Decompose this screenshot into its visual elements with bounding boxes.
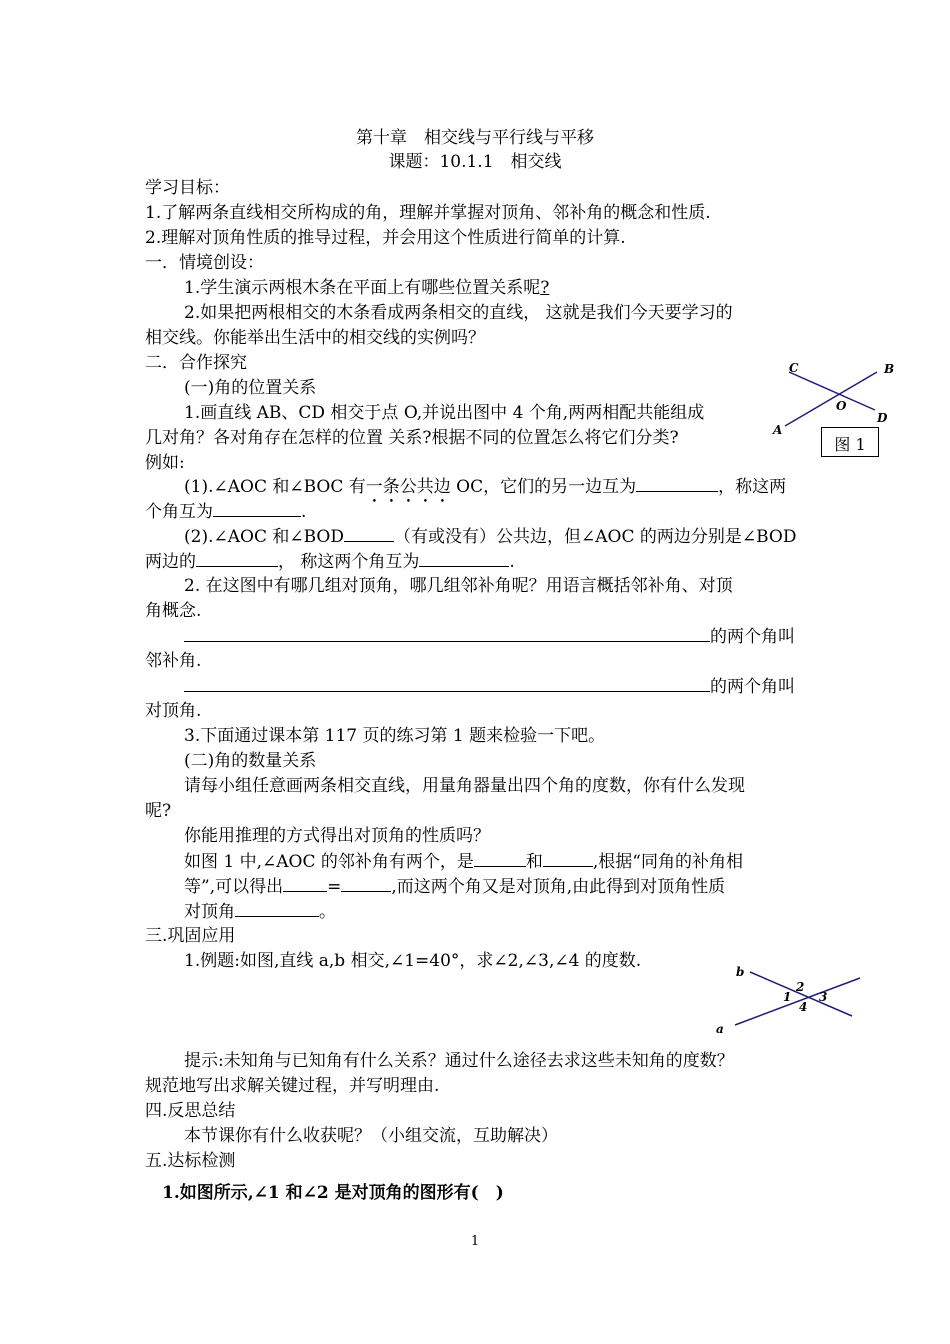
label-a: A <box>773 423 783 437</box>
section-3-heading: 三.巩固应用 <box>145 926 236 946</box>
blank[interactable] <box>344 525 394 542</box>
fill-line-2b: 对顶角. <box>145 701 202 721</box>
example-2-line-b: 两边的 ， 称这两个角互为 . <box>145 552 515 572</box>
goals-heading: 学习目标： <box>145 178 230 198</box>
long-blank[interactable] <box>184 675 710 692</box>
sec2-para-1b: 几对角？各对角存在怎样的位置 关系?根据不同的位置怎么将它们分类? <box>145 428 679 448</box>
blank[interactable] <box>213 500 301 517</box>
hint-line-2: 规范地写出求解关键过程，并写明理由. <box>145 1076 440 1096</box>
sec2-question-3b: 等”,可以得出 = ,而这两个角又是对顶角,由此得到对顶角性质 <box>184 877 726 897</box>
reflection-text: 本节课你有什么收获呢？（小组交流，互助解决） <box>184 1126 558 1146</box>
example-1-line-b: 个角互为 . <box>145 502 307 522</box>
sec2-para-3: 3.下面通过课本第 117 页的练习第 1 题来检验一下吧。 <box>184 726 606 746</box>
fill-line-2: 的两个角叫 <box>184 675 795 698</box>
sec2-question-2: 你能用推理的方式得出对顶角的性质吗？ <box>184 826 490 846</box>
example-problem: 1.例题:如图,直线 a,b 相交,∠1=40°，求∠2,∠3,∠4 的度数. <box>184 951 642 971</box>
page-title: 第十章 相交线与平行线与平移 <box>356 128 594 148</box>
section-2-heading: 二．合作探究 <box>145 353 247 373</box>
example-2-line-a: (2).∠AOC 和∠BOD （有或没有）公共边，但∠AOC 的两边分别是∠BOD <box>184 527 797 547</box>
example-label: 例如: <box>145 453 185 473</box>
figure-1-caption-box <box>821 427 879 457</box>
goal-item-2: 2.理解对顶角性质的推导过程，并会用这个性质进行简单的计算. <box>145 228 626 248</box>
blank[interactable] <box>283 875 327 892</box>
label-d: D <box>877 411 888 425</box>
goal-item-1: 1.了解两条直线相交所构成的角，理解并掌握对顶角、邻补角的概念和性质. <box>145 203 711 223</box>
example-1-line-a: (1).∠AOC 和∠BOC 有一条公共边 OC，它们的另一边互为 ，称这两 <box>184 477 787 497</box>
sec2-para-2a: 2. 在这图中有哪几组对顶角，哪几组邻补角呢？用语言概括邻补角、对顶 <box>184 576 733 596</box>
section-1-heading: 一．情境创设： <box>145 253 264 273</box>
sec1-para-1: 1.学生演示两根木条在平面上有哪些位置关系呢? <box>184 278 550 298</box>
figure-1 <box>765 358 905 438</box>
blank[interactable] <box>341 875 391 892</box>
long-blank[interactable] <box>184 625 710 642</box>
page-number: 1 <box>470 1234 480 1249</box>
sec2-question-1b: 呢? <box>145 801 172 821</box>
blank[interactable] <box>196 550 278 567</box>
hint-line-1: 提示:未知角与已知角有什么关系？通过什么途径去求这些未知角的度数？ <box>184 1051 734 1071</box>
angle-4-label: 4 <box>799 1000 808 1014</box>
blank[interactable] <box>419 550 509 567</box>
test-question-1: 1.如图所示,∠1 和∠2 是对顶角的图形有( ) <box>162 1183 504 1203</box>
blank[interactable] <box>474 850 526 867</box>
blank[interactable] <box>636 475 718 492</box>
section-5-heading: 五.达标检测 <box>145 1151 236 1171</box>
blank[interactable] <box>543 850 593 867</box>
sec2-subheading-2: (二)角的数量关系 <box>184 751 317 771</box>
fill-line-1: 的两个角叫 <box>184 625 795 648</box>
sec2-question-3a: 如图 1 中,∠AOC 的邻补角有两个，是 和 ,根据“同角的补角相 <box>184 852 744 872</box>
blank[interactable] <box>235 900 319 917</box>
sec1-para-2b: 相交线。你能举出生活中的相交线的实例吗？ <box>145 328 485 348</box>
figure-1-caption: 图 1 <box>834 435 866 454</box>
label-o: O <box>836 399 847 413</box>
line-cd <box>789 372 875 410</box>
sec1-para-2a: 2.如果把两根相交的木条看成两条相交的直线， 这就是我们今天要学习的 <box>184 303 733 323</box>
lesson-subtitle: 课题：10.1.1 相交线 <box>388 152 562 172</box>
sec2-para-2b: 角概念. <box>145 601 202 621</box>
angle-1-label: 1 <box>783 990 792 1004</box>
fill-line-1b: 邻补角. <box>145 651 202 671</box>
sec2-subheading-1: (一)角的位置关系 <box>184 378 317 398</box>
section-4-heading: 四.反思总结 <box>145 1101 236 1121</box>
label-b: B <box>884 362 895 376</box>
sec2-para-1a: 1.画直线 AB、CD 相交于点 O,并说出图中 4 个角,两两相配共能组成 <box>184 403 705 423</box>
figure-2 <box>700 960 870 1040</box>
angle-3-label: 3 <box>819 990 828 1004</box>
angle-2-label: 2 <box>796 980 805 994</box>
sec2-question-3c: 对顶角 。 <box>184 902 336 922</box>
label-c: C <box>789 361 799 375</box>
label-b: b <box>736 965 745 979</box>
label-a: a <box>716 1022 724 1036</box>
line-ab <box>785 372 877 426</box>
sec2-question-1a: 请每小组任意画两条相交直线，用量角器量出四个角的度数，你有什么发现 <box>184 776 745 796</box>
